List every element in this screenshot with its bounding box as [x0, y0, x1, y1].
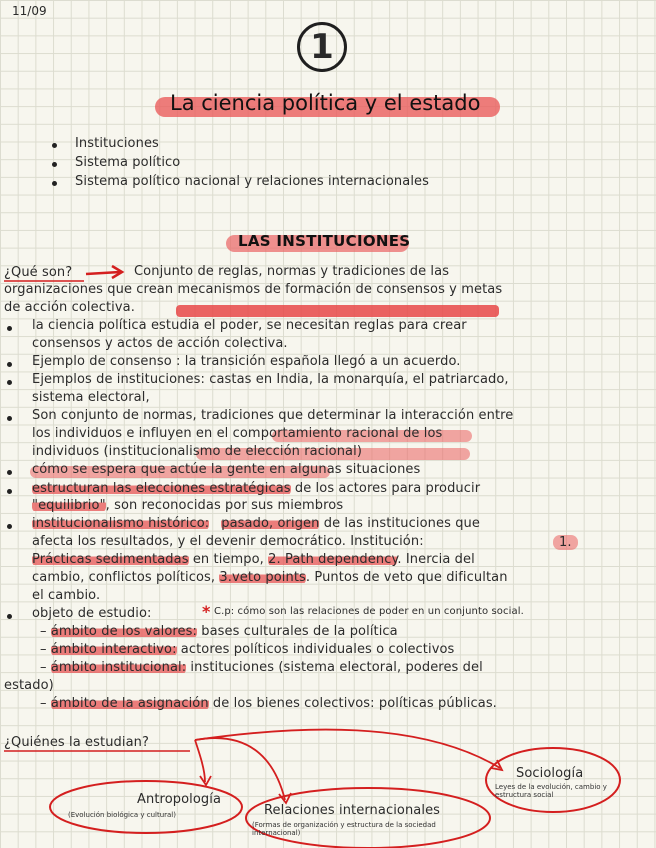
highlighted-text: estructuran las elecciones estratégicas — [32, 481, 291, 496]
who-question: ¿Quiénes la estudian? — [4, 735, 150, 750]
arrow-icon — [86, 272, 120, 274]
highlighted-text: 3.veto points — [219, 570, 306, 585]
highlighted-text: 1. — [553, 535, 578, 550]
highlighted-text: ámbito institucional: — [50, 660, 187, 675]
arrow-icon — [195, 730, 500, 768]
highlighted-text: ámbito de los valores: — [50, 624, 198, 639]
text-span: bases culturales de la política — [197, 624, 398, 639]
sub-item: – ámbito interactivo: actores políticos individuales o colectivos — [40, 642, 455, 657]
topic-item: Instituciones — [75, 136, 159, 151]
note-line: estado) — [4, 678, 54, 693]
sub-item: – ámbito de los valores: bases culturales de la política — [40, 624, 398, 639]
page-title: La ciencia política y el estado — [170, 91, 481, 115]
note-line: afecta los resultados, y el devenir democrático. Institución: — [32, 534, 424, 549]
sub-item: – ámbito institucional: instituciones (sistema electoral, poderes del — [40, 660, 483, 675]
note-line: Ejemplos de instituciones: castas en India, la monarquía, el patriarcado, — [32, 372, 509, 387]
date: 11/09 — [12, 4, 47, 18]
text-span: de las instituciones que — [319, 516, 480, 531]
definition-line: Conjunto de reglas, normas y tradiciones de las — [134, 264, 450, 279]
text-span: cambio, conflictos políticos, — [32, 570, 220, 585]
antropologia-label: Antropología — [137, 792, 222, 807]
definition-line: organizaciones que crean mecanismos de formación de consensos y metas — [4, 282, 503, 297]
note-line: consensos y actos de acción colectiva. — [32, 336, 288, 351]
relaciones-note: (Formas de organización y estructura de la sociedad internacional) — [252, 821, 436, 837]
text-span: , son reconocidas por sus miembros — [105, 498, 344, 513]
highlighted-text: 2. Path dependency — [268, 552, 398, 567]
note-line: Ejemplo de consenso : la transición española llegó a un acuerdo. — [32, 354, 461, 369]
star-icon: * — [202, 602, 211, 621]
text-span: de los bienes colectivos: políticas públicas. — [208, 696, 497, 711]
highlighted-text: Prácticas sedimentadas — [32, 552, 189, 567]
topic-item: Sistema político nacional y relaciones internacionales — [75, 174, 430, 189]
note-line: el cambio. — [32, 588, 101, 603]
side-note: C.p: cómo son las relaciones de poder en un conjunto social. — [214, 606, 524, 617]
note-line: la ciencia política estudia el poder, se necesitan reglas para crear — [32, 318, 467, 333]
highlighted-text: ámbito de la asignación — [50, 696, 209, 711]
note-line: Son conjunto de normas, tradiciones que determinar la interacción entre — [32, 408, 514, 423]
definition-line: de acción colectiva. — [4, 300, 135, 315]
section-title: LAS INSTITUCIONES — [238, 232, 411, 250]
highlighted-text: ámbito interactivo: — [50, 642, 177, 657]
arrow-icon — [195, 738, 285, 800]
text-span: en tiempo, — [188, 552, 269, 567]
chapter-number: 1 — [297, 22, 347, 72]
definition-question: ¿Qué son? — [4, 265, 73, 280]
text-span: instituciones (sistema electoral, poderes del — [186, 660, 483, 675]
antropologia-note: (Evolución biológica y cultural) — [68, 811, 176, 819]
ellipse-relaciones — [246, 788, 490, 848]
text-span: . Inercia del — [397, 552, 475, 567]
topic-item: Sistema político — [75, 155, 181, 170]
sociologia-label: Sociología — [516, 766, 584, 781]
relaciones-label: Relaciones internacionales — [264, 803, 441, 818]
ellipse-antropologia — [50, 781, 242, 833]
arrow-icon — [195, 740, 205, 782]
text-span: de los actores para producir — [290, 481, 481, 496]
text-span: actores políticos individuales o colectivos — [176, 642, 455, 657]
note-line: los individuos e influyen en el comportamiento racional de los — [32, 426, 443, 441]
note-line: individuos (institucionalismo de elección racional) — [32, 444, 363, 459]
sociologia-note: Leyes de la evolución, cambio y estructura social — [495, 783, 607, 799]
text-span: . Puntos de veto que dificultan — [305, 570, 508, 585]
note-line: cómo se espera que actúe la gente en algunas situaciones — [32, 462, 421, 477]
note-line: objeto de estudio: — [32, 606, 152, 621]
sub-item: – ámbito de la asignación de los bienes colectivos: políticas públicas. — [40, 696, 497, 711]
highlighted-text: institucionalismo histórico: — [32, 516, 210, 531]
highlighted-text: "equilibrio" — [32, 498, 106, 513]
highlighted-text: pasado, origen — [221, 516, 320, 531]
note-line: sistema electoral, — [32, 390, 150, 405]
